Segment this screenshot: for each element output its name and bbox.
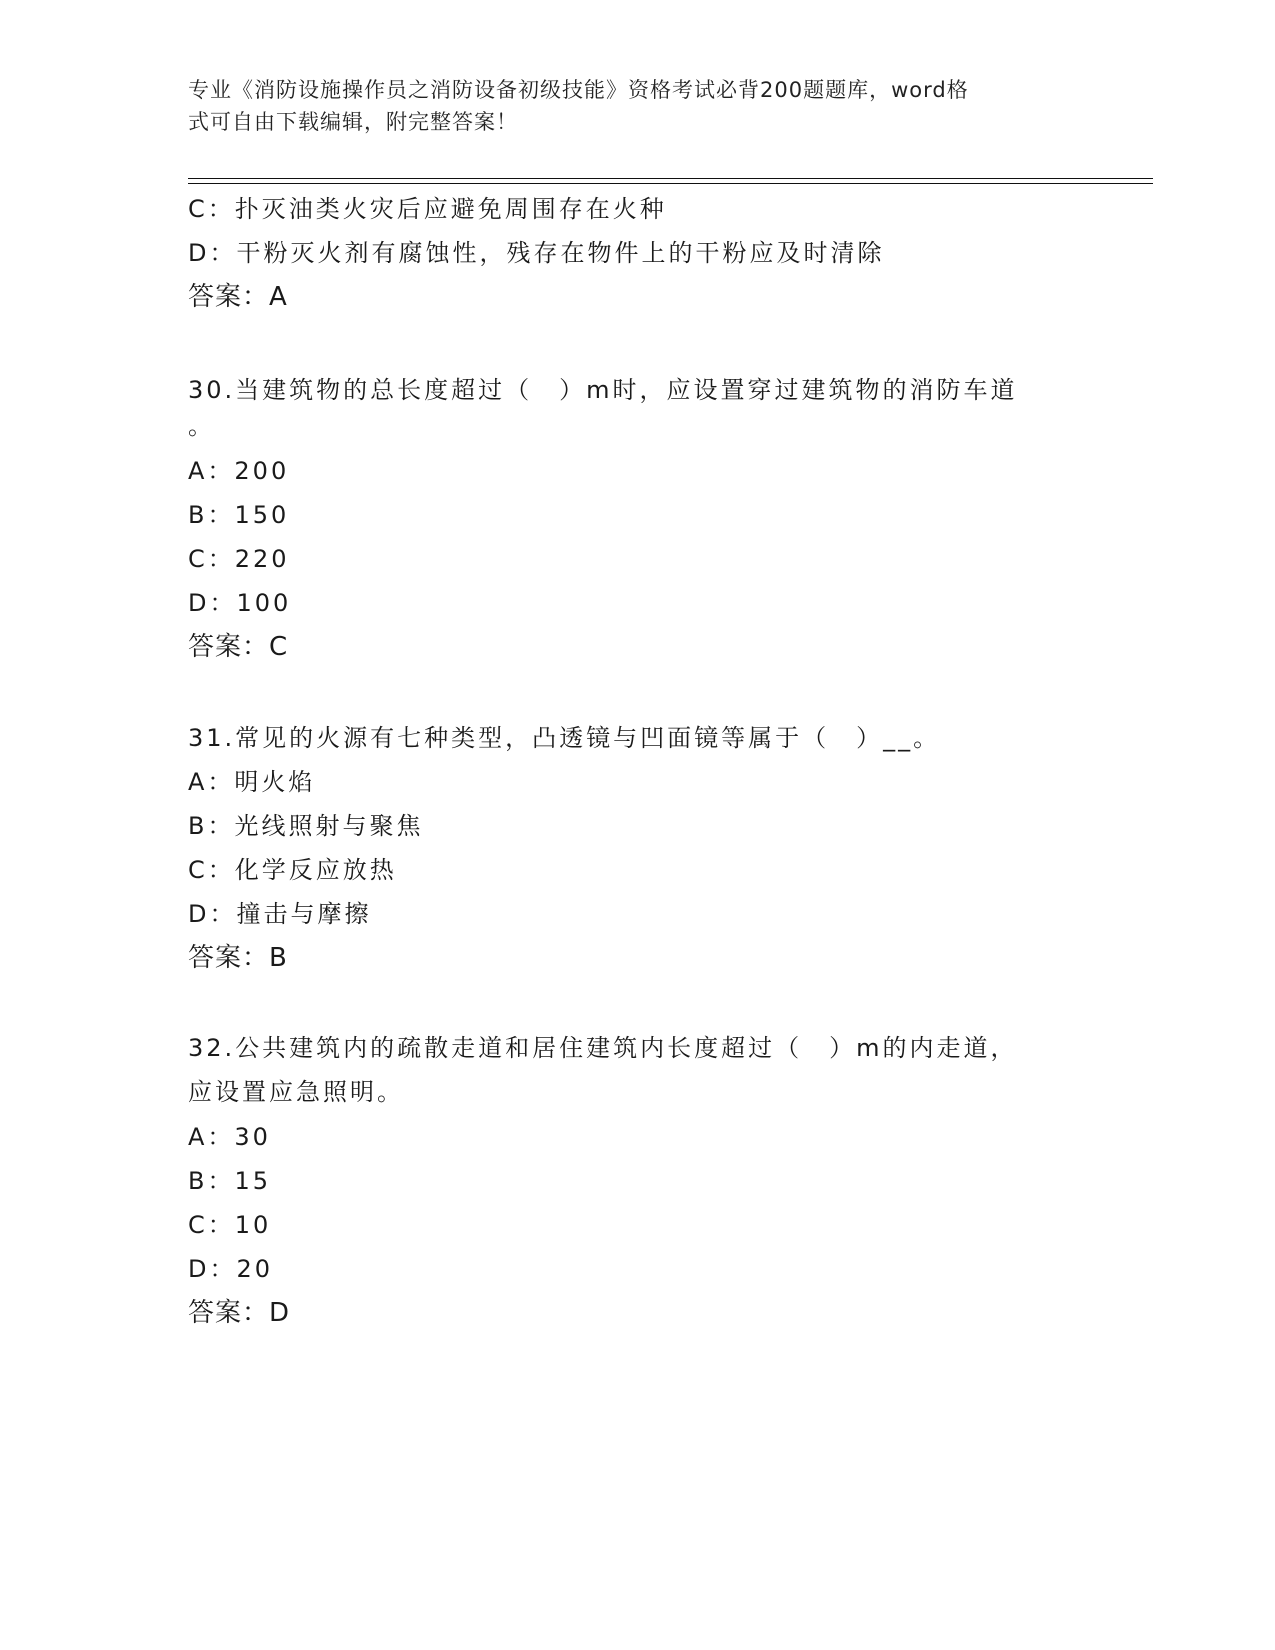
q31-stem-line-1: 31.常见的火源有七种类型，凸透镜与凹面镜等属于（ ）__。 [188,724,941,752]
q30-option-c: C：220 [188,545,290,573]
q31-option-d: D：撞击与摩擦 [188,900,372,928]
q32-option-d: D：20 [188,1255,274,1283]
q31-option-a: A：明火焰 [188,768,316,796]
q32-option-b: B：15 [188,1167,272,1195]
q30-stem-line-2: 。 [188,412,215,440]
q30-stem-line-1: 30.当建筑物的总长度超过（ ）m时，应设置穿过建筑物的消防车道 [188,376,1018,404]
q32-stem-line-1: 32.公共建筑内的疏散走道和居住建筑内长度超过（ ）m的内走道， [188,1034,1018,1062]
q32-answer: 答案：D [188,1298,291,1328]
q31-option-c: C：化学反应放热 [188,856,397,884]
q29-option-d: D：干粉灭火剂有腐蚀性，残存在物件上的干粉应及时清除 [188,239,885,267]
q30-answer: 答案：C [188,632,289,662]
q30-option-a: A：200 [188,457,290,485]
q32-stem-line-2: 应设置应急照明。 [188,1078,404,1106]
q30-option-d: D：100 [188,589,292,617]
header-line-2: 式可自由下载编辑，附完整答案！ [188,110,518,134]
q30-option-b: B：150 [188,501,290,529]
q31-option-b: B：光线照射与聚焦 [188,812,424,840]
q29-option-c: C：扑灭油类火灾后应避免周围存在火种 [188,195,667,223]
q32-option-c: C：10 [188,1211,272,1239]
q32-option-a: A：30 [188,1123,271,1151]
header-divider-bottom [188,183,1153,184]
q29-answer: 答案：A [188,282,288,312]
header-line-1: 专业《消防设施操作员之消防设备初级技能》资格考试必背200题题库，word格 [188,78,969,102]
header-divider-top [188,178,1153,179]
document-header [188,74,1068,138]
q31-answer: 答案：B [188,943,288,973]
